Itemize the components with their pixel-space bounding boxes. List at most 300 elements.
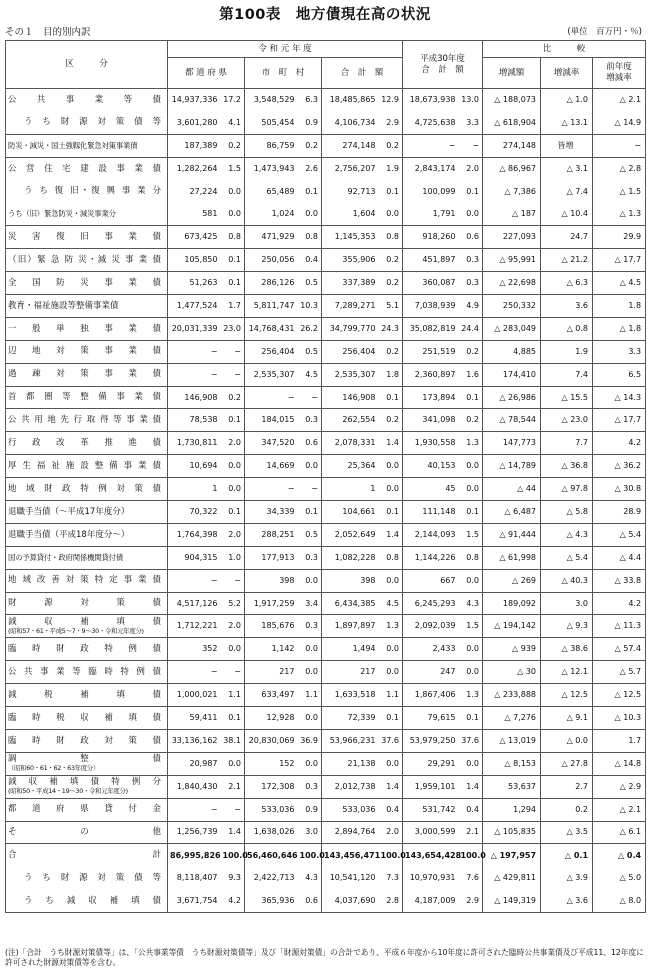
table-row [6, 775, 646, 798]
header-kubun: 区 分 [6, 41, 168, 89]
cell-muni_r: 10.3 [298, 295, 322, 318]
row-label: 財 源 対 策 債 [6, 592, 168, 615]
page-title: 第100表 地方債現在高の状況 [219, 7, 431, 23]
cell-total_r: 0.2 [379, 134, 403, 157]
table-row [6, 386, 646, 409]
cell-diff: △ 194,142 [483, 615, 541, 638]
cell-pref: 27,224 [168, 180, 221, 203]
cell-pref_r: − [221, 340, 245, 363]
row-label [6, 775, 168, 798]
header-rate: 増減率 [541, 58, 593, 89]
cell-diff: 189,092 [483, 592, 541, 615]
cell-total_r: 0.0 [379, 478, 403, 501]
cell-h30_r: 1.3 [459, 432, 483, 455]
cell-muni: 14,768,431 [245, 317, 298, 340]
cell-total: 1 [322, 478, 379, 501]
table-subtitle: その１ 目的別内訳 [5, 27, 91, 38]
header-reiwa: 令 和 元 年 度 [168, 41, 403, 58]
cell-diff: 174,410 [483, 363, 541, 386]
cell-prev: △ 1.8 [593, 317, 646, 340]
table-row [6, 523, 646, 546]
cell-h30_r: 1.5 [459, 523, 483, 546]
header-total: 合 計 額 [322, 58, 403, 89]
cell-total_r: 1.3 [379, 615, 403, 638]
cell-rate: △ 27.8 [541, 752, 593, 775]
cell-muni_r: 0.1 [298, 180, 322, 203]
cell-rate: 1.9 [541, 340, 593, 363]
cell-h30: 173,894 [403, 386, 459, 409]
header-prefecture: 都 道 府 県 [168, 58, 245, 89]
cell-total_r: 2.8 [379, 890, 403, 913]
cell-diff: △ 78,544 [483, 409, 541, 432]
cell-total: 1,494 [322, 638, 379, 661]
cell-diff: △ 95,991 [483, 249, 541, 272]
cell-muni_r: 0.3 [298, 546, 322, 569]
cell-muni: − [245, 478, 298, 501]
cell-h30_r: 3.3 [459, 111, 483, 134]
header-heisei30-line2: 合 計 額 [421, 64, 464, 75]
cell-pref: − [168, 363, 221, 386]
cell-pref: − [168, 569, 221, 592]
cell-total_r: 0.0 [379, 455, 403, 478]
cell-diff: △ 44 [483, 478, 541, 501]
cell-h30: 35,082,819 [403, 317, 459, 340]
cell-muni_r: 0.0 [298, 752, 322, 775]
cell-h30: 2,360,897 [403, 363, 459, 386]
cell-muni_r: 4.5 [298, 363, 322, 386]
cell-pref_r: 0.1 [221, 272, 245, 295]
cell-pref_r: 0.0 [221, 203, 245, 226]
cell-total_r: 1.4 [379, 432, 403, 455]
cell-pref: 33,136,162 [168, 729, 221, 752]
cell-total: 256,404 [322, 340, 379, 363]
row-label-line1: 減 収 補 填 債 特 例 分 [8, 777, 161, 788]
cell-rate: △ 5.8 [541, 501, 593, 524]
row-label: 地 域 財 政 特 例 対 策 債 [6, 478, 168, 501]
table-row [6, 867, 646, 890]
cell-h30: 251,519 [403, 340, 459, 363]
cell-h30_r: 0.2 [459, 409, 483, 432]
cell-muni_r: 26.2 [298, 317, 322, 340]
cell-pref: 352 [168, 638, 221, 661]
table-row [6, 409, 646, 432]
cell-total: 10,541,120 [322, 867, 379, 890]
cell-h30: 4,187,009 [403, 890, 459, 913]
cell-h30_r: 0.2 [459, 340, 483, 363]
cell-pref_r: 0.0 [221, 638, 245, 661]
cell-muni: 34,339 [245, 501, 298, 524]
cell-muni_r: 0.8 [298, 226, 322, 249]
cell-pref_r: 1.4 [221, 821, 245, 844]
cell-total_r: 100.0 [379, 844, 403, 867]
cell-total_r: 0.0 [379, 661, 403, 684]
cell-h30: 79,615 [403, 707, 459, 730]
table-row [6, 272, 646, 295]
cell-pref: 1 [168, 478, 221, 501]
header-prev-rate-line1: 前年度 [606, 62, 632, 73]
cell-pref: 581 [168, 203, 221, 226]
row-label: 災 害 復 旧 事 業 債 [6, 226, 168, 249]
cell-prev: △ 2.8 [593, 157, 646, 180]
cell-muni: 1,917,259 [245, 592, 298, 615]
cell-muni_r: 0.1 [298, 501, 322, 524]
table-row [6, 340, 646, 363]
cell-muni: 152 [245, 752, 298, 775]
cell-pref_r: − [221, 363, 245, 386]
cell-pref: 20,987 [168, 752, 221, 775]
table-row [6, 249, 646, 272]
cell-rate: △ 9.3 [541, 615, 593, 638]
cell-h30: 10,970,931 [403, 867, 459, 890]
row-label: そ の 他 [6, 821, 168, 844]
cell-muni: 56,460,646 [245, 844, 298, 867]
row-label: 臨 時 財 政 特 例 債 [6, 638, 168, 661]
row-label: 都 道 府 県 貸 付 金 [6, 798, 168, 821]
cell-rate: △ 9.1 [541, 707, 593, 730]
row-label: 退職手当債（平成18年度分〜） [6, 523, 168, 546]
cell-total_r: 2.0 [379, 821, 403, 844]
row-label-line2: （昭和60・61・62・63年度分） [8, 763, 100, 772]
cell-rate: △ 12.5 [541, 684, 593, 707]
table-row [6, 592, 646, 615]
cell-muni_r: 0.6 [298, 432, 322, 455]
cell-total: 2,535,307 [322, 363, 379, 386]
cell-total: 2,078,331 [322, 432, 379, 455]
cell-total_r: 5.1 [379, 295, 403, 318]
cell-total_r: 2.9 [379, 111, 403, 134]
cell-h30_r: 0.0 [459, 455, 483, 478]
cell-h30_r: 0.3 [459, 272, 483, 295]
cell-muni_r: 3.0 [298, 821, 322, 844]
cell-pref: 1,764,398 [168, 523, 221, 546]
header-heisei30 [403, 41, 483, 89]
cell-prev: △ 1.3 [593, 203, 646, 226]
cell-total: 25,364 [322, 455, 379, 478]
cell-h30_r: 1.3 [459, 684, 483, 707]
cell-muni: 14,669 [245, 455, 298, 478]
cell-total: 2,052,649 [322, 523, 379, 546]
cell-pref: 673,425 [168, 226, 221, 249]
cell-muni: 184,015 [245, 409, 298, 432]
cell-pref_r: 0.0 [221, 478, 245, 501]
cell-muni: 288,251 [245, 523, 298, 546]
cell-pref: 1,840,430 [168, 775, 221, 798]
cell-total_r: 1.9 [379, 157, 403, 180]
cell-prev: △ 33.8 [593, 569, 646, 592]
cell-h30: 4,725,638 [403, 111, 459, 134]
cell-pref_r: 2.1 [221, 775, 245, 798]
row-label: 過 疎 対 策 事 業 債 [6, 363, 168, 386]
cell-muni: 172,308 [245, 775, 298, 798]
row-label: 公 共 事 業 等 臨 時 特 例 債 [6, 661, 168, 684]
cell-prev: 29.9 [593, 226, 646, 249]
cell-rate: 7.7 [541, 432, 593, 455]
cell-muni_r: 6.3 [298, 89, 322, 112]
cell-pref_r: 1.5 [221, 157, 245, 180]
cell-total_r: 37.6 [379, 729, 403, 752]
cell-pref_r: − [221, 569, 245, 592]
cell-rate: △ 36.8 [541, 455, 593, 478]
cell-muni: 471,929 [245, 226, 298, 249]
cell-pref: 78,538 [168, 409, 221, 432]
cell-pref_r: 0.1 [221, 249, 245, 272]
unit-label: (単位 百万円・％) [567, 27, 642, 37]
cell-total: 533,036 [322, 798, 379, 821]
cell-total_r: 1.4 [379, 523, 403, 546]
cell-prev: 1.7 [593, 729, 646, 752]
cell-rate: 3.6 [541, 295, 593, 318]
cell-muni_r: 1.1 [298, 684, 322, 707]
cell-prev: △ 12.5 [593, 684, 646, 707]
cell-rate: △ 7.4 [541, 180, 593, 203]
cell-pref: 105,850 [168, 249, 221, 272]
cell-diff: △ 26,986 [483, 386, 541, 409]
cell-pref_r: 38.1 [221, 729, 245, 752]
cell-total_r: 1.1 [379, 684, 403, 707]
cell-total: 104,661 [322, 501, 379, 524]
cell-h30: 40,153 [403, 455, 459, 478]
cell-muni: 1,142 [245, 638, 298, 661]
cell-diff: △ 939 [483, 638, 541, 661]
cell-rate: △ 4.3 [541, 523, 593, 546]
cell-total: 53,966,231 [322, 729, 379, 752]
cell-prev: △ 14.9 [593, 111, 646, 134]
cell-total_r: 0.2 [379, 272, 403, 295]
cell-total: 337,389 [322, 272, 379, 295]
cell-h30_r: 0.3 [459, 249, 483, 272]
cell-pref_r: 1.0 [221, 546, 245, 569]
cell-h30_r: 24.4 [459, 317, 483, 340]
row-label-line1: 調 整 債 [8, 754, 161, 765]
table-row [6, 707, 646, 730]
cell-muni_r: 0.0 [298, 455, 322, 478]
cell-muni_r: 0.4 [298, 249, 322, 272]
cell-h30: 29,291 [403, 752, 459, 775]
cell-muni_r: 100.0 [298, 844, 322, 867]
cell-pref_r: − [221, 661, 245, 684]
cell-h30: 3,000,599 [403, 821, 459, 844]
cell-muni_r: 4.3 [298, 867, 322, 890]
cell-muni: 177,913 [245, 546, 298, 569]
cell-rate: △ 3.9 [541, 867, 593, 890]
row-label: う ち 減 収 補 填 債 [6, 890, 168, 913]
cell-rate: △ 5.4 [541, 546, 593, 569]
cell-pref_r: 17.2 [221, 89, 245, 112]
cell-muni: 250,056 [245, 249, 298, 272]
cell-total_r: 0.8 [379, 546, 403, 569]
cell-pref: 10,694 [168, 455, 221, 478]
cell-diff: △ 105,835 [483, 821, 541, 844]
cell-pref_r: 0.1 [221, 409, 245, 432]
cell-muni: 2,422,713 [245, 867, 298, 890]
cell-pref: 14,937,336 [168, 89, 221, 112]
cell-h30: 100,099 [403, 180, 459, 203]
cell-muni: − [245, 386, 298, 409]
cell-h30: 2,092,039 [403, 615, 459, 638]
cell-muni_r: 0.5 [298, 523, 322, 546]
cell-total: 18,485,865 [322, 89, 379, 112]
cell-pref_r: 0.0 [221, 455, 245, 478]
cell-h30: 111,148 [403, 501, 459, 524]
cell-total: 143,456,471 [322, 844, 379, 867]
cell-diff: △ 7,276 [483, 707, 541, 730]
cell-diff: 53,637 [483, 775, 541, 798]
cell-h30_r: 0.0 [459, 203, 483, 226]
cell-pref_r: 0.8 [221, 226, 245, 249]
cell-prev: △ 10.3 [593, 707, 646, 730]
cell-pref: 1,000,021 [168, 684, 221, 707]
cell-rate: △ 40.3 [541, 569, 593, 592]
cell-pref: 8,118,407 [168, 867, 221, 890]
cell-diff: △ 197,957 [483, 844, 541, 867]
cell-rate: △ 1.0 [541, 89, 593, 112]
row-label [6, 752, 168, 775]
cell-prev: △ 14.8 [593, 752, 646, 775]
cell-pref: 1,477,524 [168, 295, 221, 318]
cell-h30_r: 2.9 [459, 890, 483, 913]
cell-muni_r: 0.6 [298, 890, 322, 913]
cell-pref: 904,315 [168, 546, 221, 569]
cell-muni_r: 2.6 [298, 157, 322, 180]
cell-muni: 2,535,307 [245, 363, 298, 386]
table-row [6, 455, 646, 478]
cell-total: 355,906 [322, 249, 379, 272]
cell-pref_r: 1.7 [221, 295, 245, 318]
row-label: 一 般 単 独 事 業 債 [6, 317, 168, 340]
cell-total_r: 0.8 [379, 226, 403, 249]
cell-prev: △ 5.4 [593, 523, 646, 546]
cell-prev: △ 8.0 [593, 890, 646, 913]
cell-muni_r: 0.5 [298, 340, 322, 363]
header-prev-rate [593, 58, 646, 89]
cell-h30_r: 4.9 [459, 295, 483, 318]
cell-total: 274,148 [322, 134, 379, 157]
cell-total_r: 4.5 [379, 592, 403, 615]
table-row [6, 890, 646, 913]
cell-pref: 1,282,264 [168, 157, 221, 180]
cell-diff: △ 13,019 [483, 729, 541, 752]
cell-pref: − [168, 798, 221, 821]
row-label: 防災・減災・国土強靱化緊急対策事業債 [6, 134, 168, 157]
cell-h30_r: 1.5 [459, 615, 483, 638]
row-label: 合 計 [6, 844, 168, 867]
cell-diff: △ 86,967 [483, 157, 541, 180]
table-row [6, 684, 646, 707]
table-row [6, 844, 646, 867]
cell-pref_r: 2.0 [221, 615, 245, 638]
header-municipal: 市 町 村 [245, 58, 322, 89]
cell-prev: 6.5 [593, 363, 646, 386]
cell-h30: 360,087 [403, 272, 459, 295]
cell-rate: △ 0.0 [541, 729, 593, 752]
table-row [6, 89, 646, 112]
cell-total_r: 0.2 [379, 409, 403, 432]
cell-diff: △ 618,904 [483, 111, 541, 134]
cell-muni_r: 0.5 [298, 272, 322, 295]
cell-h30: 6,245,293 [403, 592, 459, 615]
cell-diff: △ 14,789 [483, 455, 541, 478]
cell-total: 21,138 [322, 752, 379, 775]
cell-pref_r: 0.1 [221, 707, 245, 730]
cell-prev: 4.2 [593, 432, 646, 455]
table-row [6, 569, 646, 592]
cell-h30: 45 [403, 478, 459, 501]
cell-h30_r: 0.0 [459, 661, 483, 684]
row-label: う ち 財 源 対 策 債 等 [6, 867, 168, 890]
cell-h30_r: 0.0 [459, 478, 483, 501]
table-row [6, 752, 646, 775]
table-row [6, 729, 646, 752]
cell-muni: 533,036 [245, 798, 298, 821]
cell-pref: 187,389 [168, 134, 221, 157]
cell-h30: 2,843,174 [403, 157, 459, 180]
cell-rate: △ 13.1 [541, 111, 593, 134]
cell-rate: △ 23.0 [541, 409, 593, 432]
cell-h30_r: 0.6 [459, 226, 483, 249]
cell-total_r: 0.1 [379, 707, 403, 730]
cell-total: 34,799,770 [322, 317, 379, 340]
cell-pref: 20,031,339 [168, 317, 221, 340]
cell-total: 1,145,353 [322, 226, 379, 249]
cell-h30: 143,654,428 [403, 844, 459, 867]
cell-muni_r: 0.0 [298, 569, 322, 592]
cell-h30: 531,742 [403, 798, 459, 821]
cell-muni: 20,830,069 [245, 729, 298, 752]
cell-prev: 1.8 [593, 295, 646, 318]
cell-muni: 5,811,747 [245, 295, 298, 318]
cell-h30: 667 [403, 569, 459, 592]
cell-pref_r: 0.2 [221, 386, 245, 409]
table-row [6, 661, 646, 684]
header-prev-rate-line2: 増減率 [606, 73, 632, 83]
cell-h30: 1,959,101 [403, 775, 459, 798]
table-row [6, 798, 646, 821]
row-label: 臨 時 税 収 補 填 債 [6, 707, 168, 730]
cell-total: 398 [322, 569, 379, 592]
cell-muni_r: − [298, 386, 322, 409]
cell-muni_r: − [298, 478, 322, 501]
cell-prev: △ 17.7 [593, 409, 646, 432]
cell-pref_r: 0.0 [221, 752, 245, 775]
cell-total: 92,713 [322, 180, 379, 203]
cell-pref: 4,517,126 [168, 592, 221, 615]
row-label: 公 営 住 宅 建 設 事 業 債 [6, 157, 168, 180]
cell-muni_r: 0.0 [298, 638, 322, 661]
cell-diff: △ 188,073 [483, 89, 541, 112]
cell-h30: 18,673,938 [403, 89, 459, 112]
row-label: 全 国 防 災 事 業 債 [6, 272, 168, 295]
cell-h30: 2,433 [403, 638, 459, 661]
cell-muni: 185,676 [245, 615, 298, 638]
table-row [6, 432, 646, 455]
cell-h30_r: 4.3 [459, 592, 483, 615]
cell-rate: △ 3.6 [541, 890, 593, 913]
cell-h30: 53,979,250 [403, 729, 459, 752]
row-label: 臨 時 財 政 対 策 債 [6, 729, 168, 752]
cell-total_r: 0.0 [379, 752, 403, 775]
cell-h30: 7,038,939 [403, 295, 459, 318]
cell-pref: 51,263 [168, 272, 221, 295]
cell-rate: △ 38.6 [541, 638, 593, 661]
cell-h30: 1,867,406 [403, 684, 459, 707]
cell-h30: 1,930,558 [403, 432, 459, 455]
row-label: 公 共 事 業 等 債 [6, 89, 168, 112]
cell-h30_r: − [459, 134, 483, 157]
cell-total: 2,756,207 [322, 157, 379, 180]
cell-rate: △ 97.8 [541, 478, 593, 501]
cell-rate: △ 12.1 [541, 661, 593, 684]
cell-pref_r: 2.0 [221, 523, 245, 546]
